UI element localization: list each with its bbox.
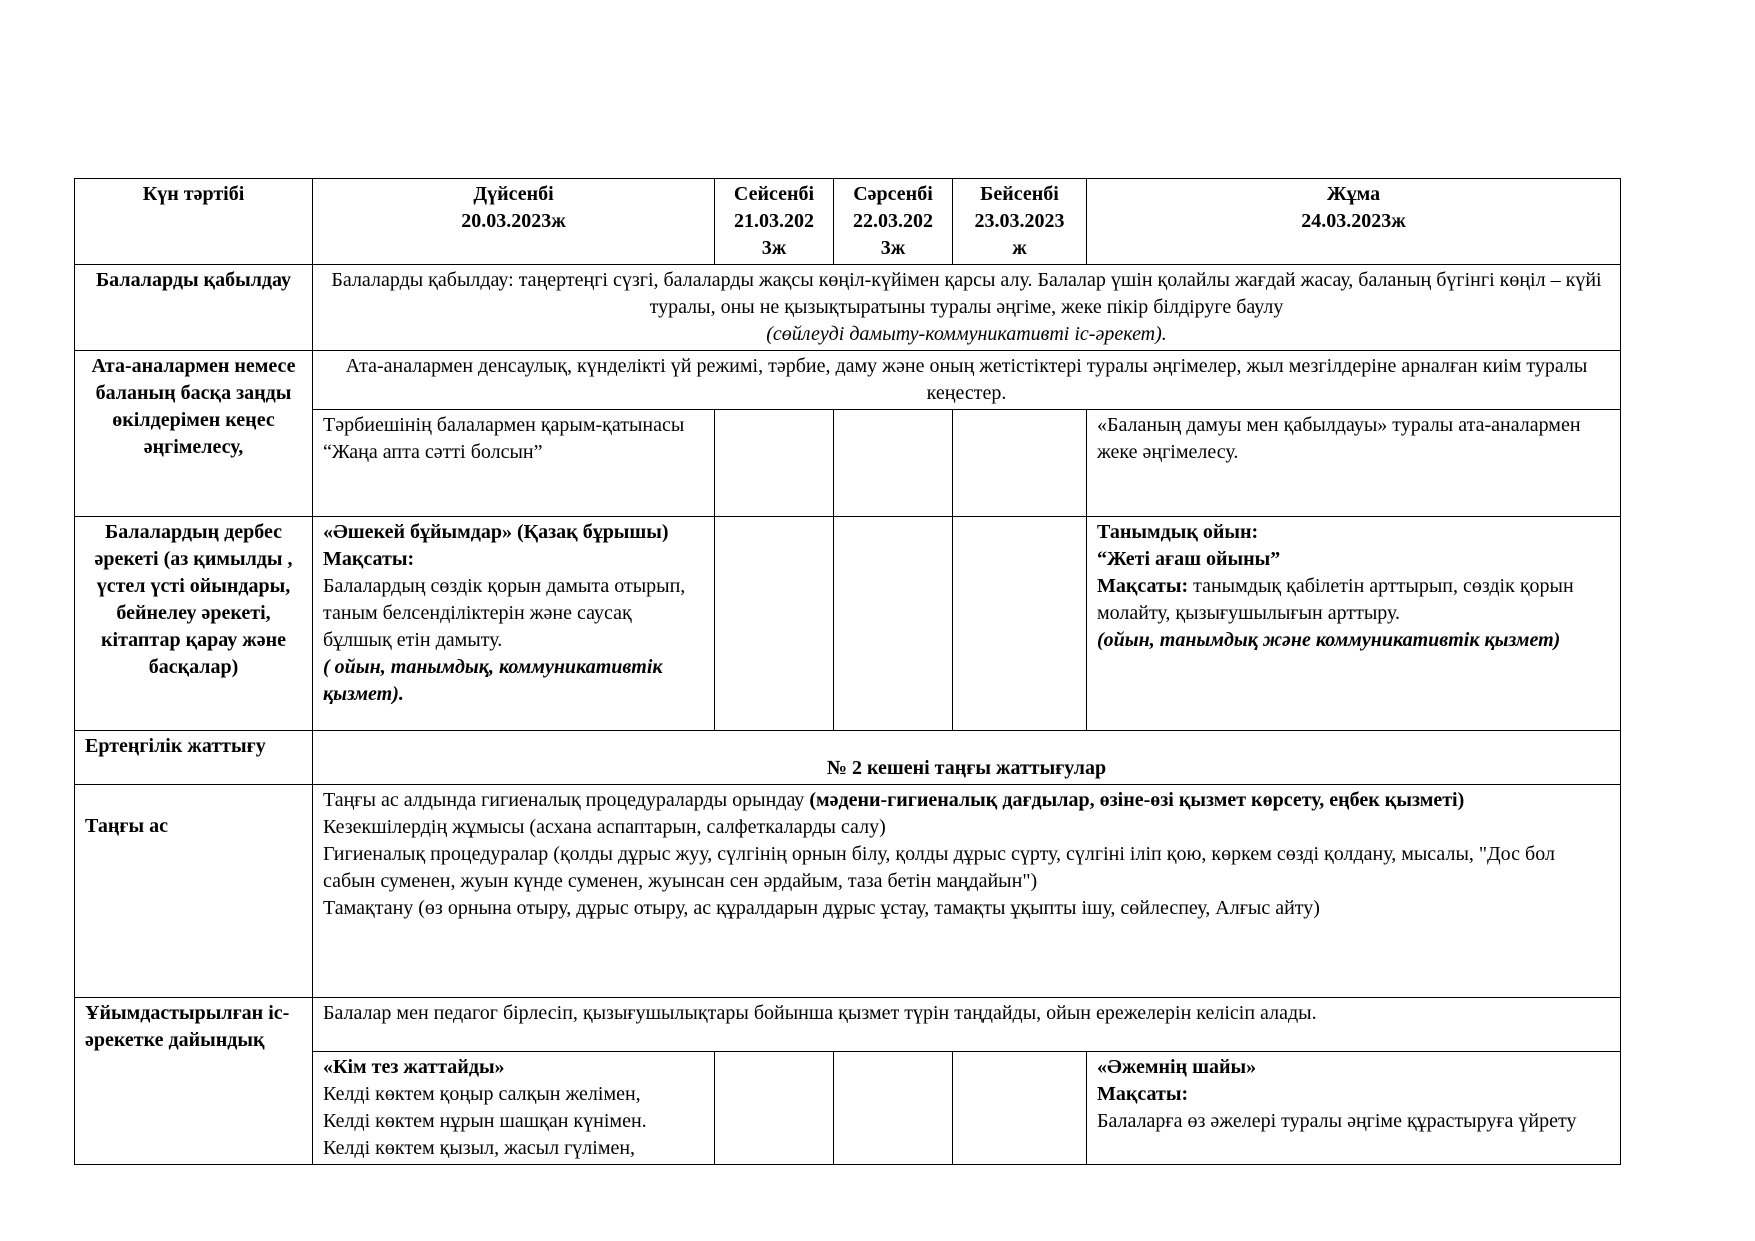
monday-header: Дүйсенбі 20.03.2023ж xyxy=(313,179,715,265)
organized-activity-text: Балалар мен педагог бірлесіп, қызығушылықтары бойынша қызмет түрін таңдайды, ойын ережелерін келісіп алады. xyxy=(313,998,1621,1052)
independent-activity-friday: Танымдық ойын: “Жеті ағаш ойыны” Мақсаты: танымдық қабілетін арттырып, сөздік қорын молайту, қызығушылығын арттыру. (ойын, танымдық және коммуникативтік қызмет) xyxy=(1087,517,1621,731)
independent-activity-row xyxy=(75,517,1621,731)
independent-activity-wednesday xyxy=(834,517,953,731)
organized-activity-friday: «Әжемнің шайы» Мақсаты: Балаларға өз әжелері туралы әңгіме құрастыруға үйрету xyxy=(1087,1052,1621,1165)
independent-activity-thursday xyxy=(953,517,1087,731)
parents-text: Ата-аналармен денсаулық, күнделікті үй режимі, тәрбие, даму және оның жетістіктері туралы әңгімелер, жыл мезгілдеріне арналған киім туралы кеңестер. xyxy=(313,351,1621,410)
weekly-plan-table xyxy=(74,178,1621,1165)
independent-activity-tuesday xyxy=(715,517,834,731)
organized-activity-row-a xyxy=(75,998,1621,1052)
reception-title: Балаларды қабылдау xyxy=(75,265,313,351)
independent-activity-title: Балалардың дербес әрекеті (аз қимылды , үстел үсті ойындары, бейнелеу әрекеті, кітаптар қарау және басқалар) xyxy=(75,517,313,731)
thursday-header: Бейсенбі 23.03.2023 ж xyxy=(953,179,1087,265)
morning-exercise-text: № 2 кешені таңғы жаттығулар xyxy=(313,731,1621,785)
reception-text: Балаларды қабылдау: таңертеңгі сүзгі, балаларды жақсы көңіл-күйімен қарсы алу. Балалар үшін қолайлы жағдай жасау, баланың бүгінгі көңіл – күйі туралы, оны не қызықтыратыны туралы әңгіме, жеке пікір білдіруге баулу (сөйлеуді дамыту-коммуникативті іс-әрекет). xyxy=(313,265,1621,351)
parents-title: Ата-аналармен немесе баланың басқа заңды өкілдерімен кеңес әңгімелесу, xyxy=(75,351,313,517)
morning-exercise-title: Ертеңгілік жаттығу xyxy=(75,731,313,785)
parents-row-a xyxy=(75,351,1621,410)
friday-header: Жұма 24.03.2023ж xyxy=(1087,179,1621,265)
organized-activity-title: Ұйымдастырылған іс-әрекетке дайындық xyxy=(75,998,313,1165)
tuesday-header: Сейсенбі 21.03.202 3ж xyxy=(715,179,834,265)
header-row xyxy=(75,179,1621,265)
wednesday-header: Сәрсенбі 22.03.202 3ж xyxy=(834,179,953,265)
schedule-header: Күн тәртібі xyxy=(75,179,313,265)
breakfast-text: Таңғы ас алдында гигиеналық процедураларды орындау (мәдени-гигиеналық дағдылар, өзіне-өзі қызмет көрсету, еңбек қызметі) Кезекшілердің жұмысы (асхана аспаптарын, салфеткаларды салу) Гигиеналық процедуралар (қолды дұрыс жуу, сүлгінің орнын білу, қолды дұрыс сүрту, сүлгіні іліп қою, көркем сөзді қолдану, мысалы, "Дос бол сабын суменен, жуын күнде суменен, жуынсан сен әрдайым, таза бетін маңдайын") Тамақтану (өз орнына отыру, дұрыс отыру, ас құралдарын дұрыс ұстау, тамақты ұқыпты ішу, сөйлеспеу, Алғыс айту) xyxy=(313,785,1621,998)
organized-activity-monday: «Кім тез жаттайды» Келді көктем қоңыр салқын желімен, Келді көктем нұрын шашқан күнімен. Келді көктем қызыл, жасыл гүлімен, xyxy=(313,1052,715,1165)
breakfast-row xyxy=(75,785,1621,998)
parents-thursday xyxy=(953,410,1087,517)
reception-row xyxy=(75,265,1621,351)
parents-monday: Тәрбиешінің балалармен қарым-қатынасы “Жаңа апта сәтті болсын” xyxy=(313,410,715,517)
organized-activity-tuesday xyxy=(715,1052,834,1165)
breakfast-title: Таңғы ас xyxy=(75,785,313,998)
parents-friday: «Баланың дамуы мен қабылдауы» туралы ата-аналармен жеке әңгімелесу. xyxy=(1087,410,1621,517)
independent-activity-monday: «Әшекей бұйымдар» (Қазақ бұрышы) Мақсаты: Балалардың сөздік қорын дамыта отырып, таным белсенділіктерін және саусақ бұлшық етін дамыту. ( ойын, танымдық, коммуникативтік қызмет). xyxy=(313,517,715,731)
parents-tuesday xyxy=(715,410,834,517)
organized-activity-thursday xyxy=(953,1052,1087,1165)
parents-wednesday xyxy=(834,410,953,517)
organized-activity-wednesday xyxy=(834,1052,953,1165)
morning-exercise-row xyxy=(75,731,1621,785)
